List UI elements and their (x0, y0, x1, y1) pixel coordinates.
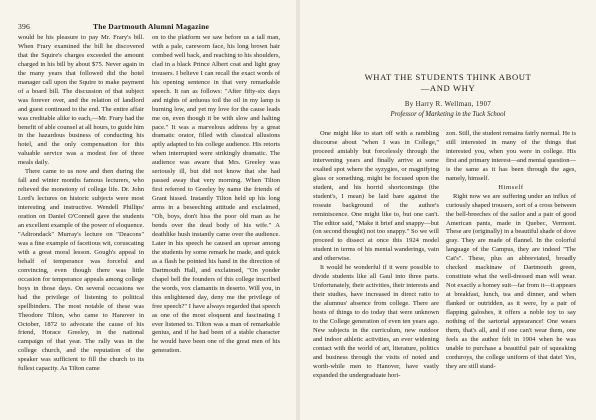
article-title-line-2: —AND WHY (420, 82, 476, 93)
paragraph: zon. Still, the student remains fairly normal. He is still interested in many of the things that interested you, when you were in college. His first and primary interest—and mental question—is the same as it has been through the ages, namely, himself. (446, 130, 576, 182)
left-column-1 (18, 34, 144, 374)
paragraph: would be his pleasure to pay Mr. Frary's bill. When Frary examined the bill he discovered that the Squire's charges exceeded the amount charged in his bill by about $75. Never again in the many years that followed did the hotel manager call upon the Squire to make payment of a board bill. The discussion of that subject was forever over, and the relation of landlord and guest continued to the end. The entire affair was creditable alike to each,—Mr. Frary had the benefit of able counsel at all hours, to guide him in the hazardous business of conducting his hotel, and the only compensation for this valuable service was a modest fee of three meals daily. (18, 34, 144, 167)
left-page (0, 0, 296, 420)
left-column-2 (152, 34, 280, 356)
paragraph: It would be wonderful if it were possible to divide students like all Gaul into three parts. Unfortunately, their activities, their interests and their studies, have increased in direct ratio to the alumnus' absence from college. There are hosts of things to do today that were unknown to the College generation of even ten years ago. New subjects in the curriculum, new outdoor and indoor athletic activities, an ever widening contact with the world of art, literature, politics and business through the visits of noted and worth-while men to Hanover, have vastly expanded the undergraduate hori- (313, 264, 439, 379)
article-byline: By Harry R. Wellman, 1907 (404, 101, 492, 108)
paragraph: One might like to start off with a rambling discourse about "when I was in College," proceed amiably but forcelessly through the intervening years and finally arrive at some exalted spot where the syzygies, or magnifying glass or something, might be focused upon the student, and his horrid shortcomings (the student's, I mean) be laid bare against the roseate background of the author's reminiscence. One might like to, but one can't. The editor said, "Make it brief and snappy—but (on second thought) not too snappy." So we will proceed to dissect at once this 1924 model student in terms of his mental wanderings, vain and otherwise. (313, 130, 439, 263)
paragraph: Right now we are suffering under an influx of curiously shaped trousers, sort of a cross between the bell-breeches of the sailor and a pair of good American pants, made in Quebec, Vermont. These are (originally) in a beautiful shade of dove gray. They are made of flannel. In the colorful language of the Campus, they are indeed "The Cat's". These, plus an abbreviated, broadly checked mackinaw of Dartmouth green, constitute what the well-dressed man will wear. Not exactly a homey suit—far from it—it appears at breakfast, lunch, tea and dinner, and when flanked or outridden, as it were, by a pair of flapping galoshes, it offers a noble toy to say nothing of the sartorial appearance! One wears them, that's all, and if one can't wear them, one feels as the author felt in 1904 when he was unable to purchase a beautiful pair of squeaking corduroys, the college uniform of that date! Yes, they are still stand- (446, 192, 576, 370)
author-affiliation: Professor of Marketing in the Tuck School (390, 111, 506, 118)
section-subhead: Himself (498, 183, 524, 191)
right-column-1 (313, 130, 439, 381)
page-number: 396 (18, 22, 30, 31)
article-title (313, 72, 583, 93)
right-column-2 (446, 130, 576, 372)
journal-title: The Dartmouth Alumni Magazine (92, 22, 210, 31)
paragraph: on to the platform we saw before us a tall man, with a pale, careworn face, his long brown hair combed well back, and reaching to his shoulders, clad in a black Prince Albert coat and light gray trousers. I believe I can recall the exact words of his opening sentence in that very remarkable speech. It ran as follows: "After fifty-six days and nights of arduous toil the oil in my lamp is burning low, and yet my love for the cause leads me on, even though it be with slow and halting pace." It was a marvelous address by a great dramatic orator, filled with classical allusions aptly adapted to his college audience. His retorts when interrupted were strikingly dramatic. The audience was aware that Mrs. Greeley was seriously ill, but did not know that she had passed away that very morning. When Tilton first referred to Greeley by name the friends of Grant hissed. Instantly Tilton held up his long arms in a beseeching attitude and exclaimed, "Oh, boys, don't hiss the poor old man as he bends over the dead body of his wife." A deathlike hush instantly came over the audience. Later in his speech he caused an uproar among the students by some remark he made, and quick as a flash he pointed his hand in the direction of Dartmouth Hall, and exclaimed, "On yonder chapel bell the founders of this college inscribed the words, vox clamantis in deserto. Will you, in this enlightened day, deny me the privilege of free speech?" I have always regarded that speech as one of the most eloquent and fascinating I ever listened to. Tilton was a man of remarkable genius, and if he had been of a stable character he would have been one of the great men of his generation. (152, 34, 280, 355)
article-title-line-1: WHAT THE STUDENTS THINK ABOUT (364, 72, 532, 82)
paragraph: There came to us now and then during the fall and winter months famous lecturers, who relieved the monotony of college life. Dr. John Lord's lectures on historic subjects were most interesting and instructive. Wendell Phillips' oration on Daniel O'Connell gave the students an excellent example of the power of eloquence. "Adirondack" Murray's lecture on "Deacons" was a fine example of facetious wit, coruscating with a great moral lesson. Gough's appeal in behalf of temperance was forceful and convincing, even though there was little occasion for temperance appeals among college boys in those days. On several occasions we had the privilege of listening to political spellbinders. The most notable of these was Theodore Tilton, who came to Hanover in October, 1872 to advocate the cause of his friend, Horace Greeley, in the national campaign of that year. The rally was in the college church, and the reputation of the speaker was sufficient to fill the church to its fullest capacity. As Tilton came (18, 168, 144, 373)
